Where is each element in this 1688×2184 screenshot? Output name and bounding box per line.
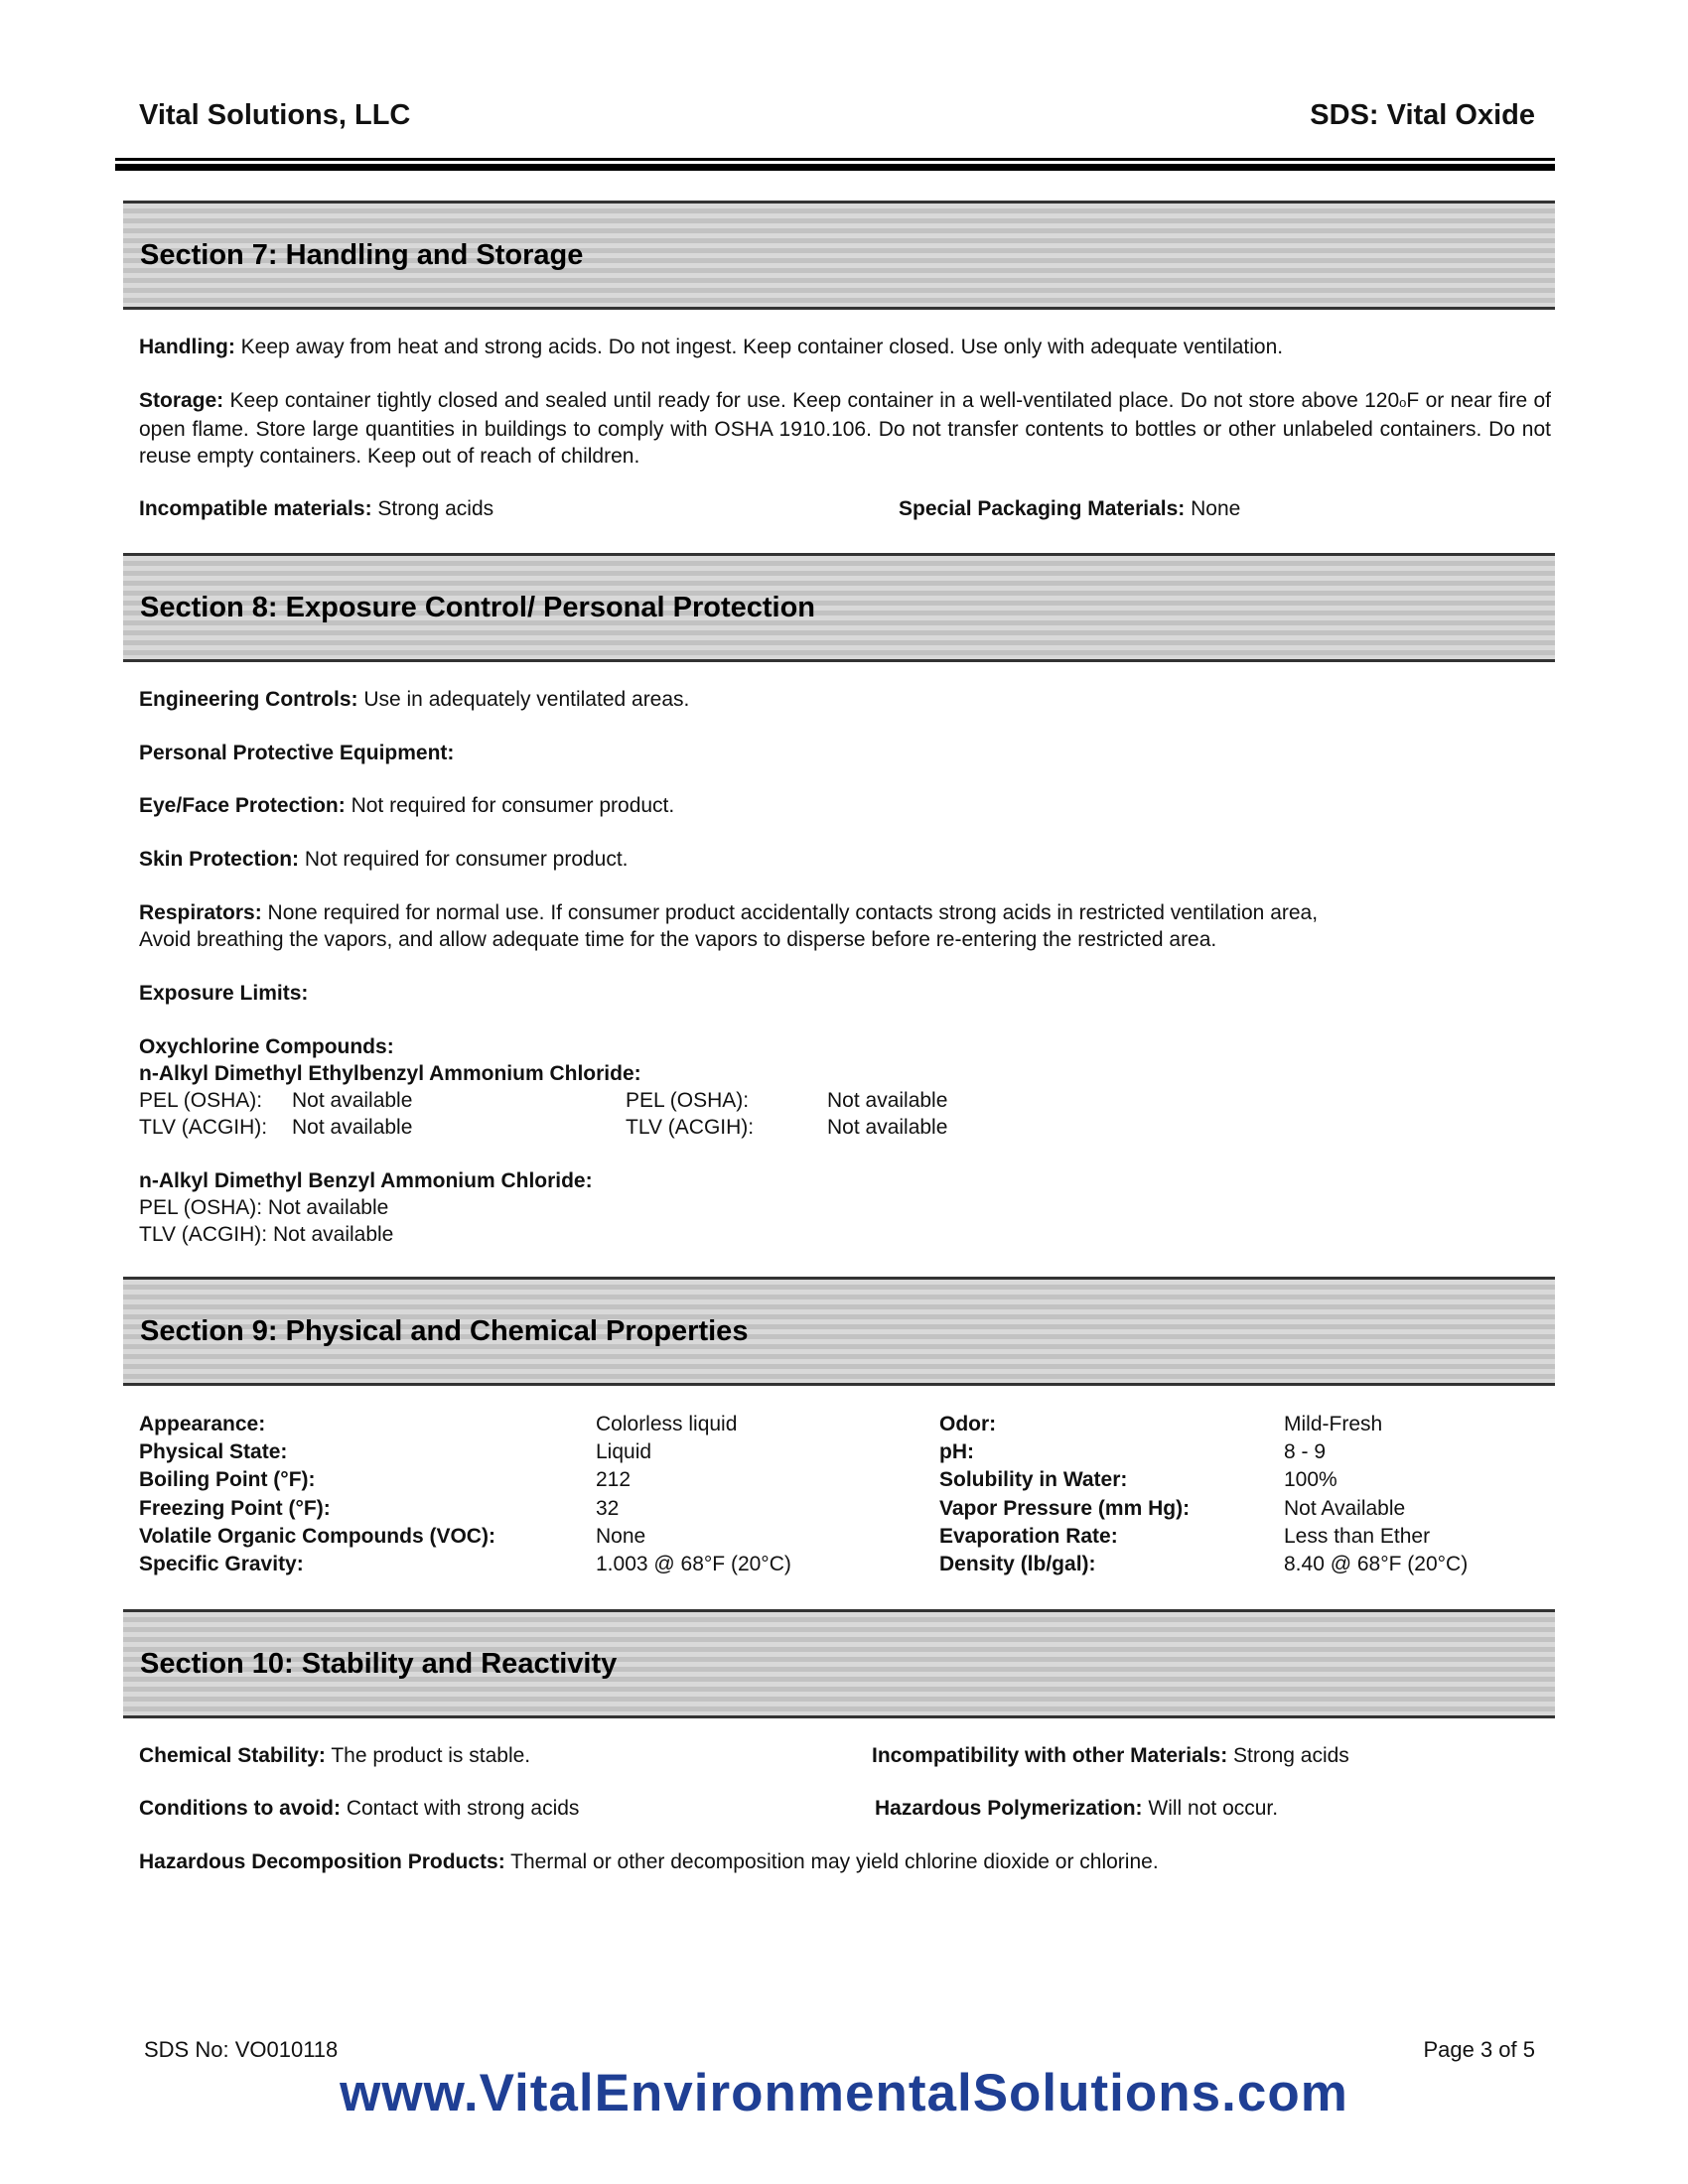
tlv-value-a: Not available [292, 1116, 413, 1139]
company-name: Vital Solutions, LLC [139, 99, 411, 131]
tlv-label-b: TLV (ACGIH): [626, 1116, 755, 1139]
property-label: Boiling Point (°F): [139, 1468, 316, 1491]
eye-protection-value: Not required for consumer product. [345, 794, 675, 817]
property-value: 32 [596, 1497, 620, 1520]
skin-protection-label: Skin Protection: [139, 848, 300, 871]
sds-number: SDS No: VO010118 [144, 2037, 339, 2062]
respirators-value-line2: Avoid breathing the vapors, and allow adequate time for the vapors to disperse before re-entering the restricted area. [139, 928, 1217, 951]
chemical-stability-label: Chemical Stability: [139, 1744, 326, 1767]
page-number: Page 3 of 5 [1423, 2037, 1535, 2062]
property-value: Colorless liquid [596, 1413, 738, 1435]
hazardous-polymerization-value: Will not occur. [1142, 1797, 1279, 1820]
pel-label-b: PEL (OSHA): [626, 1089, 750, 1112]
special-packaging-label: Special Packaging Materials: [899, 497, 1186, 520]
ppe-label: Personal Protective Equipment: [139, 742, 455, 764]
eye-protection-label: Eye/Face Protection: [139, 794, 346, 817]
property-label: Solubility in Water: [939, 1468, 1128, 1491]
skin-protection-value: Not required for consumer product. [299, 848, 629, 871]
section-8-title: Section 8: Exposure Control/ Personal Protection [140, 592, 816, 623]
respirators-value-line1: None required for normal use. If consumer product accidentally contacts strong acids in restricted ventilation area, [261, 901, 1319, 924]
respirators-field [139, 899, 1318, 953]
hazardous-polymerization-label: Hazardous Polymerization: [875, 1797, 1143, 1820]
section-9-title: Section 9: Physical and Chemical Properties [140, 1315, 749, 1347]
property-value: Less than Ether [1284, 1525, 1431, 1548]
conditions-to-avoid-label: Conditions to avoid: [139, 1797, 341, 1820]
benzyl-tlv: TLV (ACGIH): Not available [139, 1223, 394, 1246]
respirators-label: Respirators: [139, 901, 262, 924]
incompatible-materials-field [139, 495, 493, 522]
pel-label-a: PEL (OSHA): [139, 1089, 263, 1112]
property-value: 100% [1284, 1468, 1337, 1491]
property-value: Mild-Fresh [1284, 1413, 1383, 1435]
property-label: Freezing Point (°F): [139, 1497, 331, 1520]
hazardous-decomposition-field [139, 1848, 1159, 1875]
special-packaging-value: None [1185, 497, 1241, 520]
property-value: 1.003 @ 68°F (20°C) [596, 1553, 791, 1575]
section-8-header [123, 553, 1555, 662]
special-packaging-field [899, 495, 1240, 522]
eye-protection-field [139, 792, 674, 819]
hazardous-polymerization-field [875, 1795, 1278, 1822]
degree-symbol: o [1399, 395, 1407, 410]
property-value: 8.40 @ 68°F (20°C) [1284, 1553, 1469, 1575]
incompatibility-field [872, 1742, 1349, 1769]
document-title: SDS: Vital Oxide [1310, 99, 1535, 131]
skin-protection-field [139, 846, 629, 873]
property-value: 8 - 9 [1284, 1440, 1327, 1463]
pel-value-b: Not available [827, 1089, 948, 1112]
section-7-title: Section 7: Handling and Storage [140, 239, 584, 271]
property-label: pH: [939, 1440, 974, 1463]
handling-field [139, 334, 1283, 360]
incompatible-materials-value: Strong acids [371, 497, 494, 520]
exposure-limits-label: Exposure Limits: [139, 982, 309, 1005]
property-value: Liquid [596, 1440, 652, 1463]
pel-value-a: Not available [292, 1089, 413, 1112]
tlv-value-b: Not available [827, 1116, 948, 1139]
property-label: Physical State: [139, 1440, 288, 1463]
property-value: None [596, 1525, 646, 1548]
engineering-controls-field [139, 686, 689, 713]
incompatibility-label: Incompatibility with other Materials: [872, 1744, 1228, 1767]
chemical-stability-value: The product is stable. [325, 1744, 531, 1767]
property-value: Not Available [1284, 1497, 1406, 1520]
property-label: Vapor Pressure (mm Hg): [939, 1497, 1191, 1520]
property-label: Evaporation Rate: [939, 1525, 1118, 1548]
incompatible-materials-label: Incompatible materials: [139, 497, 372, 520]
hazardous-decomposition-value: Thermal or other decomposition may yield chlorine dioxide or chlorine. [504, 1850, 1159, 1873]
storage-value: Keep container tightly closed and sealed until ready for use. Keep container in a well-ventilated place. Do not store above 120oF or near fire of open flame. Store large quantities in buildings to comply with OSHA 1910.106. Do not transfer contents to bottles or other unlabeled containers. Do not reuse empty containers. Keep out of reach of children. [139, 389, 1551, 468]
property-label: Odor: [939, 1413, 997, 1435]
property-label: Appearance: [139, 1413, 266, 1435]
engineering-controls-value: Use in adequately ventilated areas. [357, 688, 690, 711]
ethylbenzyl-label: n-Alkyl Dimethyl Ethylbenzyl Ammonium Chloride: [139, 1062, 641, 1085]
handling-value: Keep away from heat and strong acids. Do not ingest. Keep container closed. Use only with adequate ventilation. [234, 336, 1284, 358]
conditions-to-avoid-value: Contact with strong acids [340, 1797, 580, 1820]
chemical-stability-field [139, 1742, 530, 1769]
property-label: Density (lb/gal): [939, 1553, 1096, 1575]
hazardous-decomposition-label: Hazardous Decomposition Products: [139, 1850, 505, 1873]
section-10-title: Section 10: Stability and Reactivity [140, 1648, 618, 1680]
section-7-header [123, 201, 1555, 310]
property-label: Volatile Organic Compounds (VOC): [139, 1525, 495, 1548]
incompatibility-value: Strong acids [1227, 1744, 1349, 1767]
property-value: 212 [596, 1468, 632, 1491]
storage-field [139, 387, 1551, 470]
header-divider-thick [115, 164, 1555, 171]
section-9-header [123, 1277, 1555, 1386]
conditions-to-avoid-field [139, 1795, 579, 1822]
engineering-controls-label: Engineering Controls: [139, 688, 358, 711]
oxychlorine-label: Oxychlorine Compounds: [139, 1035, 394, 1058]
property-label: Specific Gravity: [139, 1553, 304, 1575]
benzyl-pel: PEL (OSHA): Not available [139, 1196, 389, 1219]
storage-label: Storage: [139, 389, 224, 412]
website-link[interactable]: www.VitalEnvironmentalSolutions.com [340, 2064, 1348, 2122]
section-10-header [123, 1609, 1555, 1718]
header-divider-thin [115, 158, 1555, 161]
benzyl-label: n-Alkyl Dimethyl Benzyl Ammonium Chloride: [139, 1169, 593, 1192]
tlv-label-a: TLV (ACGIH): [139, 1116, 268, 1139]
handling-label: Handling: [139, 336, 235, 358]
